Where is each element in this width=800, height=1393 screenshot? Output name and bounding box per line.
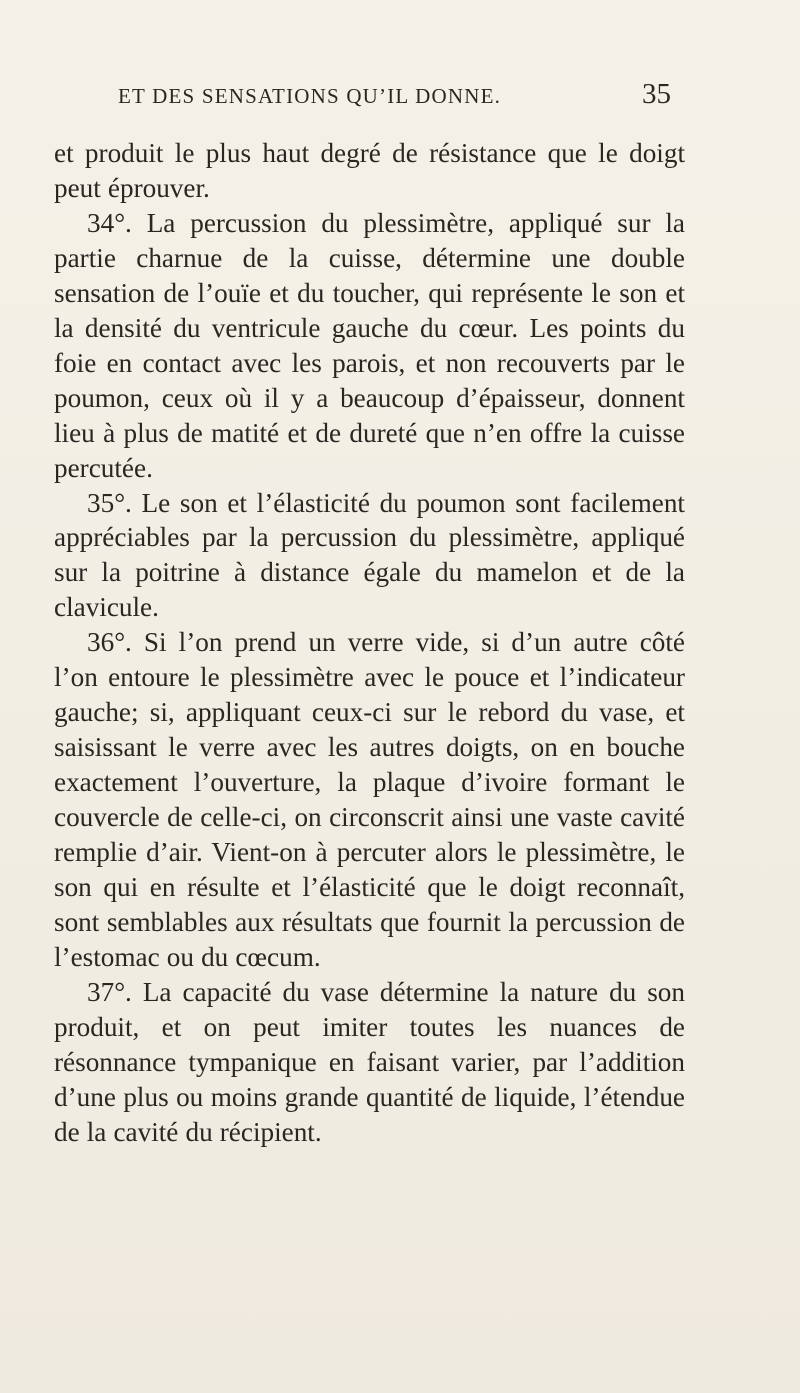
running-title: ET DES SENSATIONS QU’IL DONNE. [118,84,502,108]
paragraph-1: et produit le plus haut degré de résistance que le doigt peut éprouver. [54,138,685,203]
paragraph-35: 35°. Le son et l’élasticité du poumon sont facilement appréciables par la percussion du plessimètre, appliqué sur la poitrine à distance égale du mamelon et de la clavicule. [54,487,685,623]
paragraph-34: 34°. La percussion du plessimètre, appliqué sur la partie charnue de la cuisse, détermine une double sensation de l’ouïe et du toucher, qui représente le son et la densité du ventricule gauche du cœur. Les points du foie en contact avec les parois, et non recouverts par le poumon, ceux où il y a beaucoup d’épaisseur, donnent lieu à plus de matité et de dureté que n’en offre la cuisse percutée. [54,207,685,483]
page-header [118,78,671,124]
paragraph-36: 36°. Si l’on prend un verre vide, si d’un autre côté l’on entoure le plessimètre avec le pouce et l’indicateur gauche; si, appliquant ceux-ci sur le rebord du vase, et saisissant le verre avec les autres doigts, on en bouche exactement l’ouverture, la plaque d’ivoire formant le couvercle de celle-ci, on circonscrit ainsi une vaste cavité remplie d’air. Vient-on à percuter alors le plessimètre, le son qui en résulte et l’élasticité que le doigt reconnaît, sont semblables aux résultats que fournit la percussion de l’estomac ou du cœcum. [54,627,685,972]
body-text [54,136,685,1150]
paragraph-37: 37°. La capacité du vase détermine la nature du son produit, et on peut imiter toutes les nuances de résonnance tympanique en faisant varier, par l’addition d’une plus ou moins grande quantité de liquide, l’étendue de la cavité du récipient. [54,976,685,1147]
page-number: 35 [642,78,671,110]
